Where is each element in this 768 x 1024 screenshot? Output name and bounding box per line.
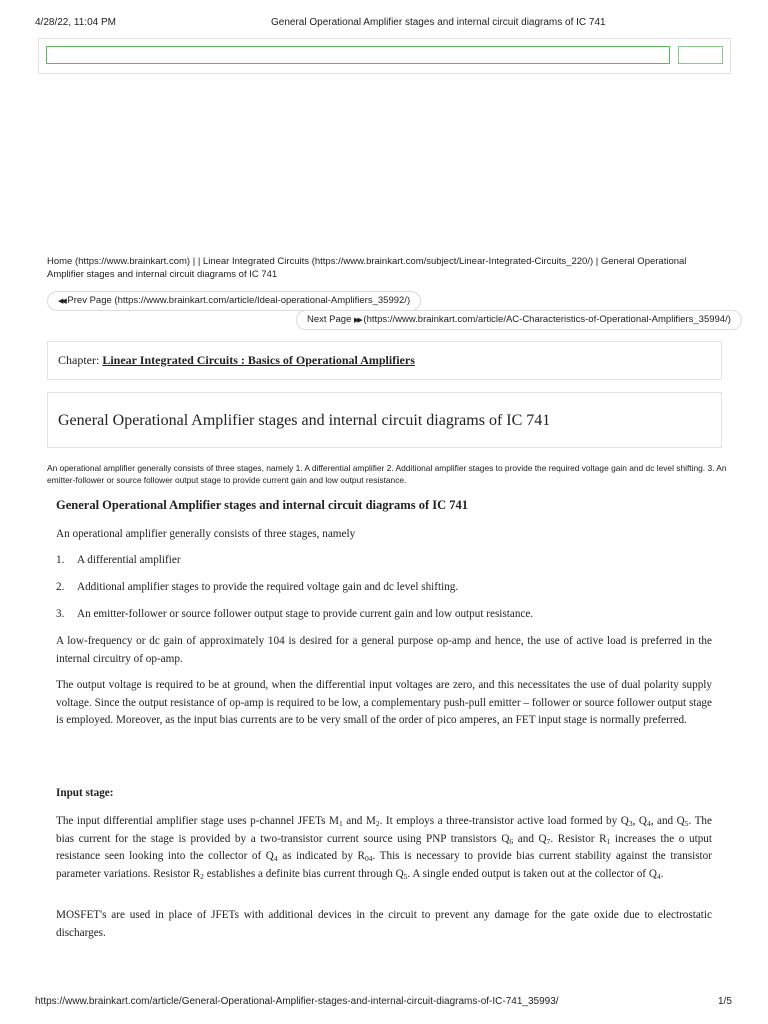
list-number: 2. bbox=[56, 581, 65, 593]
breadcrumb-line-1[interactable]: Home (https://www.brainkart.com) | | Linear Integrated Circuits (https://www.brainkart.com/subject/Linear-Integrated-Circuits_220/) | General Operational bbox=[47, 256, 687, 267]
list-item bbox=[56, 552, 181, 570]
paragraph-output-voltage: The output voltage is required to be at ground, when the differential input voltages are zero, and this necessitates the use of dual polarity supply voltage. Since the output resistance of op-amp is required to be low, a complementary push-pull emitter – follower or source follower output stage is employed. Moreover, as the input bias currents are to be very small of the order of pico amperes, an FET input stage is normally preferred. bbox=[56, 679, 712, 726]
list-text: A differential amplifier bbox=[77, 554, 181, 566]
print-page-title: General Operational Amplifier stages and internal circuit diagrams of IC 741 bbox=[271, 17, 606, 28]
article-intro: An operational amplifier generally consists of three stages, namely bbox=[56, 528, 356, 540]
chapter-prefix: Chapter: bbox=[58, 353, 103, 367]
search-input[interactable] bbox=[46, 46, 670, 64]
breadcrumb bbox=[47, 255, 727, 281]
breadcrumb-line-2[interactable]: Amplifier stages and internal circuit diagrams of IC 741 bbox=[47, 269, 278, 280]
search-button[interactable] bbox=[678, 46, 723, 64]
next-page-url: (https://www.brainkart.com/article/AC-Characteristics-of-Operational-Amplifiers_35994/) bbox=[360, 314, 731, 325]
list-item bbox=[56, 579, 459, 597]
article-heading: General Operational Amplifier stages and internal circuit diagrams of IC 741 bbox=[56, 498, 469, 512]
double-left-arrow-icon: ◀◀ bbox=[58, 298, 65, 305]
double-right-arrow-icon: ▶▶ bbox=[354, 317, 361, 324]
next-page-button[interactable] bbox=[296, 310, 742, 330]
print-datetime: 4/28/22, 11:04 PM bbox=[35, 17, 116, 28]
article-summary: An operational amplifier generally consists of three stages, namely 1. A differential amplifier 2. Additional amplifier stages to provide the required voltage gain and dc level shifting. 3. An emitter-follower or source follower output stage to provide current gain and low output resistance. bbox=[47, 463, 727, 485]
input-stage-heading: Input stage: bbox=[56, 787, 114, 799]
prev-page-label: Prev Page (https://www.brainkart.com/article/Ideal-operational-Amplifiers_35992/) bbox=[64, 295, 411, 306]
list-number: 3. bbox=[56, 608, 65, 620]
chapter-link[interactable]: Linear Integrated Circuits : Basics of Operational Amplifiers bbox=[102, 353, 415, 367]
paragraph-input-stage: The input differential amplifier stage uses p-channel JFETs $M_1$ and $M_2$. It employs a three-transistor active load formed by $Q_3$, $Q_4$, and $Q_5$. The bias current for the stage is provided by a two-transistor current source using PNP transistors $Q_6$ and $Q_7$. Resistor $R_1$ increases the o utput resistance seen looking into the collector of $Q_4$ as indicated by $R_{04}$. This is necessary to provide bias current stability against the transistor parameter variations. Resistor $R_2$ establishes a definite bias current through $Q_5$. A single ended output is taken out at the collector of $Q_4$. bbox=[56, 815, 712, 881]
article-title: General Operational Amplifier stages and internal circuit diagrams of IC 741 bbox=[58, 412, 551, 429]
prev-page-button[interactable] bbox=[47, 291, 421, 311]
paragraph-gain: A low-frequency or dc gain of approximately 104 is desired for a general purpose op-amp and hence, the use of active load is preferred in the internal circuitry of op-amp. bbox=[56, 635, 712, 665]
list-number: 1. bbox=[56, 554, 65, 566]
paragraph-mosfet: MOSFET's are used in place of JFETs with additional devices in the circuit to prevent any damage for the gate oxide due to electrostatic discharges. bbox=[56, 909, 712, 939]
list-text: Additional amplifier stages to provide the required voltage gain and dc level shifting. bbox=[77, 581, 459, 593]
print-footer-page: 1/5 bbox=[718, 996, 732, 1007]
chapter-line bbox=[58, 353, 415, 368]
list-text: An emitter-follower or source follower output stage to provide current gain and low output resistance. bbox=[77, 608, 534, 620]
next-page-label: Next Page bbox=[307, 314, 354, 325]
list-item bbox=[56, 606, 534, 624]
print-footer-url: https://www.brainkart.com/article/General-Operational-Amplifier-stages-and-internal-circuit-diagrams-of-IC-741_35993/ bbox=[35, 996, 559, 1007]
